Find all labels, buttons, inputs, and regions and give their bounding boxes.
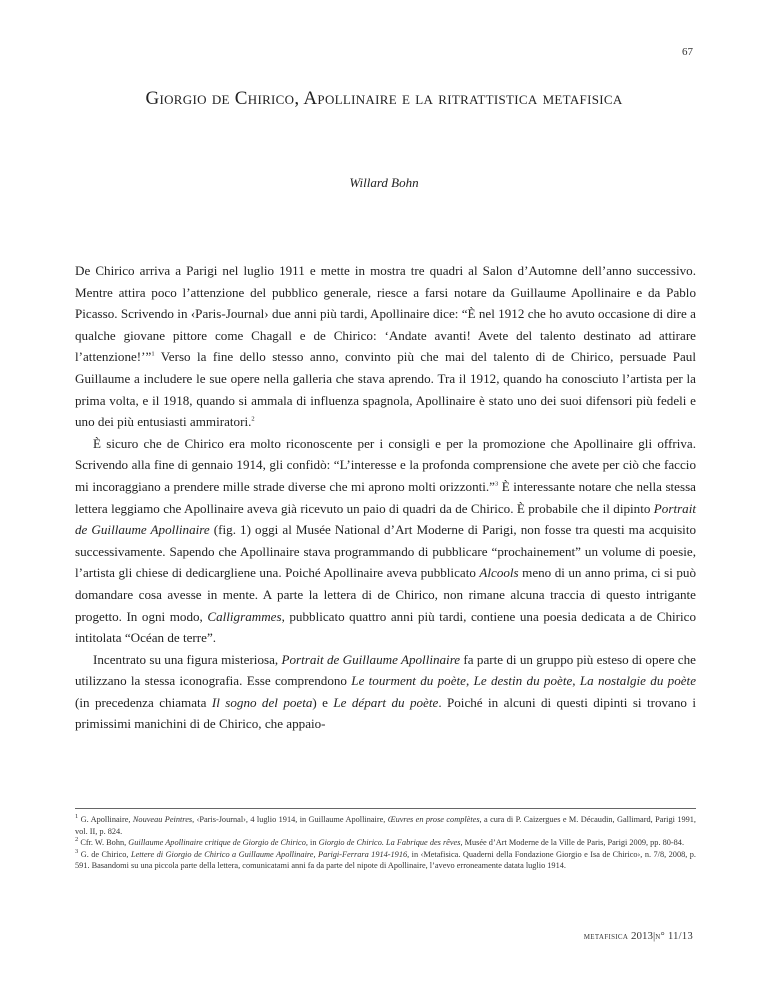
text-run: , xyxy=(572,673,580,689)
text-run: , pubblicato quattro anni più tardi, contiene una poesia dedicata a de Chirico intitolata “Océan de terre”. xyxy=(75,608,696,646)
footnote-ref: 1 xyxy=(75,813,79,821)
running-footer xyxy=(584,930,693,942)
article-author: Willard Bohn xyxy=(349,175,419,190)
footnote xyxy=(75,849,696,872)
text-run: , xyxy=(465,673,474,689)
italic-title: Guillaume Apollinaire critique de Giorgio de Chirico xyxy=(128,838,306,848)
text-run: . Poiché in alcuni di questi dipinti si trovano i primissimi manichini di de Chirico, che appaio- xyxy=(75,694,696,732)
text-run: G. Apollinaire, xyxy=(78,815,133,824)
text-run: meno di un anno prima, ci si può domandare cosa avesse in mente. A parte la lettera di de Chirico, non rimane alcuna traccia di questo intrigante progetto. In ogni modo, xyxy=(75,565,696,624)
footnote xyxy=(75,837,696,849)
text-run: , in xyxy=(305,838,319,848)
text-run: , a cura di P. Caizergues e M. Décaudin, Gallimard, Parigi 1991, vol. II, p. 824. xyxy=(75,815,696,836)
text-run: De Chirico arriva a Parigi nel luglio 1911 e mette in mostra tre quadri al Salon d’Automne dell’anno successivo. Mentre attira poco l’attenzione del pubblico generale, riesce a farsi notare da Guillaume Apollinaire e da Pablo Picasso. Scrivendo in ‹Paris-Journal› due anni più tardi, Apollinaire dice: “È nel 1912 che ho avuto occasione di dire a qualche giovane pittore come Chagall e de Chirico: ‘Andate avanti! Avete del talento destinato ad attirare l’attenzione!’” xyxy=(75,263,696,365)
italic-title: Portrait de Guillaume Apollinaire xyxy=(281,651,461,667)
italic-title: Portrait de Guillaume Apollinaire xyxy=(75,500,696,538)
footnote-ref: 1 xyxy=(151,351,155,359)
journal-year: 2013 xyxy=(630,930,653,942)
italic-title: Le départ du poète xyxy=(333,694,439,710)
text-run: (fig. 1) oggi al Musée National d’Art Moderne di Parigi, non fosse tra questi ma acquisito successivamente. Sapendo che Apollinaire stava programmando di pubblicare “prochainement” un volume di poesie, l’artista gli chiese di dedicargliene una. Poiché Apollinaire aveva pubblicato xyxy=(75,522,697,581)
text-run: Cfr. W. Bohn, xyxy=(78,838,129,848)
text-run: , Musée d’Art Moderne de la Ville de Paris, Parigi 2009, pp. 80-84. xyxy=(460,838,685,848)
article-title: Giorgio de Chirico, Apollinaire e la ritrattistica metafisica xyxy=(145,88,623,109)
text-run: È interessante notare che nella stessa lettera leggiamo che Apollinaire aveva già ricevuto un paio di quadri da de Chirico. È probabile che il dipinto xyxy=(75,478,696,516)
journal-issue: n° 11/13 xyxy=(655,931,693,942)
italic-title: Calligrammes xyxy=(207,608,282,624)
footnote-ref: 3 xyxy=(75,848,79,856)
text-run: ) e xyxy=(312,694,334,710)
body-paragraph xyxy=(75,649,696,735)
italic-title: Nouveau Peintres xyxy=(132,815,193,824)
footnote xyxy=(75,814,696,837)
italic-title: Giorgio de Chirico. La Fabrique des rêves xyxy=(318,838,461,848)
text-run: Verso la fine dello stesso anno, convinto più che mai del talento di de Chirico, persuade Paul Guillaume a includere le sue opere nella galleria che stava aprendo. Tra il 1912, quando ha conosciuto l’artista per la prima volta, e il 1918, quando si ammala di influenza spagnola, Apollinaire è stato uno dei suoi difensori più fedeli e uno dei più entusiasti ammiratori. xyxy=(75,349,696,430)
footnote-divider xyxy=(75,808,696,809)
text-run: , ‹Paris-Journal›, 4 luglio 1914, in Guillaume Apollinaire, xyxy=(192,815,388,824)
italic-title: La nostalgie du poète xyxy=(579,673,697,689)
text-run: G. de Chirico, xyxy=(78,849,131,859)
footnote-ref: 3 xyxy=(495,480,499,488)
text-run: È sicuro che de Chirico era molto riconoscente per i consigli e per la promozione che Apollinaire gli offriva. Scrivendo alla fine di gennaio 1914, gli confidò: “L’interesse e la profonda comprensione che avete per ciò che faccio mi incoraggiano a prendere mille strade diverse che mi aprono molti orizzonti.” xyxy=(75,435,696,494)
text-run: Incentrato su una figura misteriosa, xyxy=(93,651,282,667)
text-run: fa parte di un gruppo più esteso di opere che utilizzano la stessa iconografia. Esse comprendono xyxy=(75,651,696,689)
text-run: , in ‹Metafisica. Quaderni della Fondazione Giorgio e Isa de Chirico›, n. 7/8, 2008, p. 591. Basandomi su una piccola parte della lettera, comunicatami anni fa da parte del nipote di Apollinaire, l’avevo erroneamente datata luglio 1914. xyxy=(75,849,697,871)
body-paragraph xyxy=(75,433,696,649)
text-run: (in precedenza chiamata xyxy=(75,694,212,710)
body-paragraph xyxy=(75,260,696,433)
italic-title: Le destin du poète xyxy=(473,673,573,689)
italic-title: Il sogno del poeta xyxy=(211,694,313,710)
italic-title: Œuvres en prose complètes xyxy=(387,815,480,824)
footnote-ref: 2 xyxy=(75,836,79,844)
article-body xyxy=(75,260,696,735)
page-number: 67 xyxy=(682,46,693,58)
italic-title: Lettere di Giorgio de Chirico a Guillaume Apollinaire, Parigi-Ferrara 1914-1916 xyxy=(130,849,408,859)
italic-title: Alcools xyxy=(479,565,519,581)
footnotes xyxy=(75,814,696,872)
footnote-ref: 2 xyxy=(251,415,255,423)
footer-separator: | xyxy=(652,930,656,942)
journal-name: metafisica xyxy=(583,931,629,942)
italic-title: Le tourment du poète xyxy=(351,673,466,689)
